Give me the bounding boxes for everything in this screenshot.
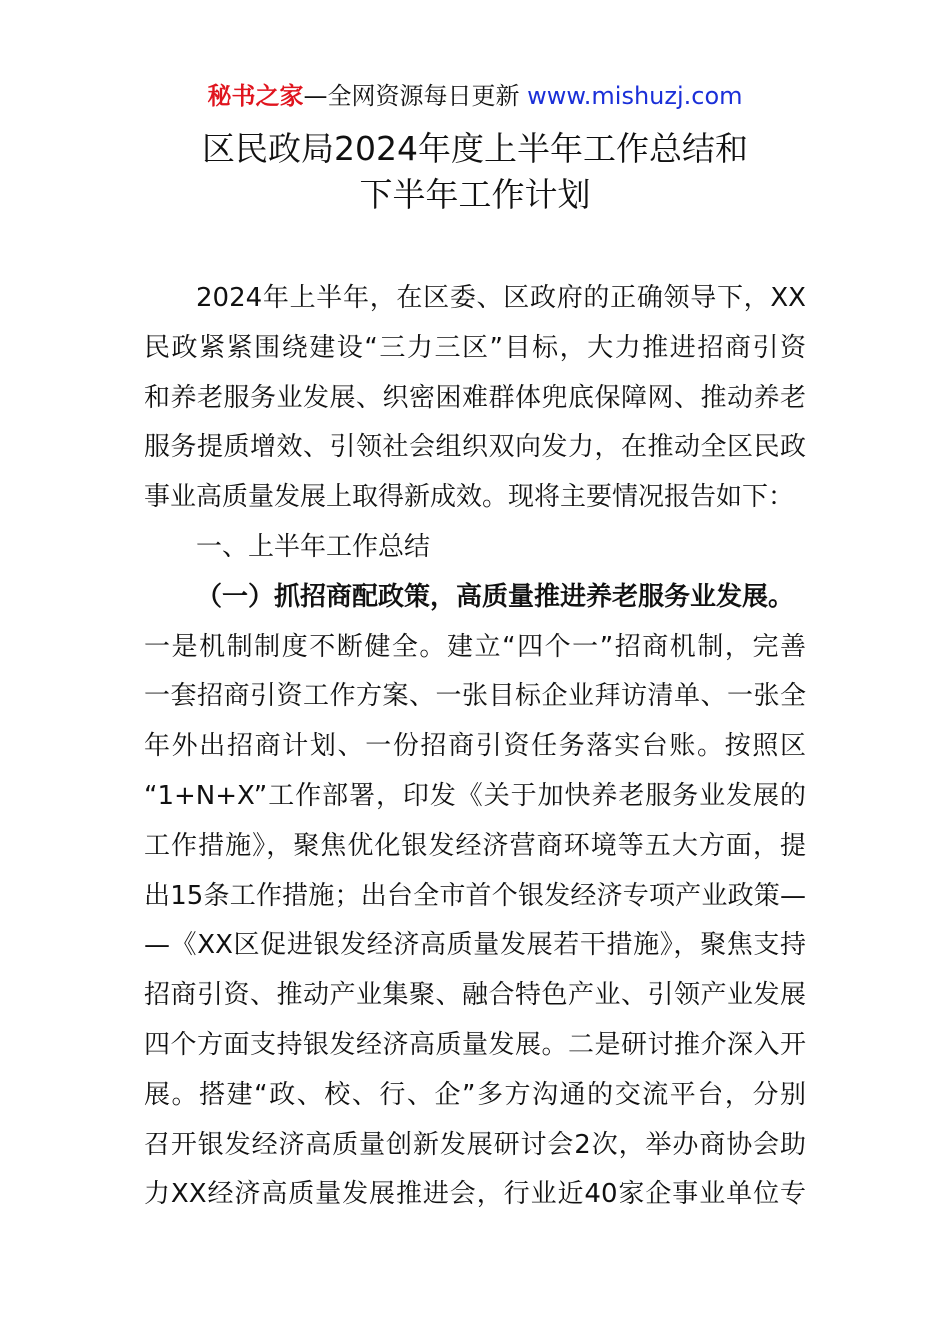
- site-url-link[interactable]: www.mishuzj.com: [527, 82, 743, 110]
- document-body: [144, 274, 806, 1220]
- paragraph-line: —《XX区促进银发经济高质量发展若干措施》，聚焦支持: [144, 930, 806, 961]
- paragraph-line: 2024年上半年，在区委、区政府的正确领导下，XX: [196, 283, 806, 313]
- paragraph-line: 民政紧紧围绕建设“三力三区”目标，大力推进招商引资: [144, 332, 806, 363]
- paragraph-line: 一是机制制度不断健全。建立“四个一”招商机制，完善: [144, 631, 806, 662]
- paragraph-line: 力XX经济高质量发展推进会，行业近40家企事业单位专: [144, 1179, 806, 1210]
- site-header: [0, 80, 950, 112]
- paragraph-line: 和养老服务业发展、织密困难群体兜底保障网、推动养老: [144, 382, 806, 413]
- paragraph-line: 召开银发经济高质量创新发展研讨会2次，举办商协会助: [144, 1129, 806, 1160]
- paragraph-line: 服务提质增效、引领社会组织双向发力，在推动全区民政: [144, 432, 806, 463]
- paragraph-line: 工作措施》，聚焦优化银发经济营商环境等五大方面，提: [144, 830, 806, 861]
- paragraph-line: “1+N+X”工作部署，印发《关于加快养老服务业发展的: [144, 780, 806, 811]
- paragraph-line: 出15条工作措施；出台全市首个银发经济专项产业政策—: [144, 880, 806, 911]
- paragraph-line: 年外出招商计划、一份招商引资任务落实台账。按照区: [144, 731, 806, 762]
- title-line-1: 区民政局2024年度上半年工作总结和: [202, 129, 748, 168]
- site-brand: 秘书之家: [207, 82, 304, 110]
- title-line-2: 下半年工作计划: [359, 175, 591, 214]
- paragraph-line: 事业高质量发展上取得新成效。现将主要情况报告如下：: [144, 482, 795, 513]
- paragraph-line: 一套招商引资工作方案、一张目标企业拜访清单、一张全: [144, 681, 806, 712]
- section-heading: 一、上半年工作总结: [196, 531, 431, 562]
- document-title: [0, 126, 950, 218]
- site-tagline: —全网资源每日更新: [303, 82, 528, 110]
- subsection-heading: （一）抓招商配政策，高质量推进养老服务业发展。: [196, 581, 795, 612]
- paragraph-line: 展。搭建“政、校、行、企”多方沟通的交流平台，分别: [144, 1079, 806, 1110]
- paragraph-line: 招商引资、推动产业集聚、融合特色产业、引领产业发展: [144, 980, 806, 1011]
- paragraph-line: 四个方面支持银发经济高质量发展。二是研讨推介深入开: [144, 1029, 806, 1060]
